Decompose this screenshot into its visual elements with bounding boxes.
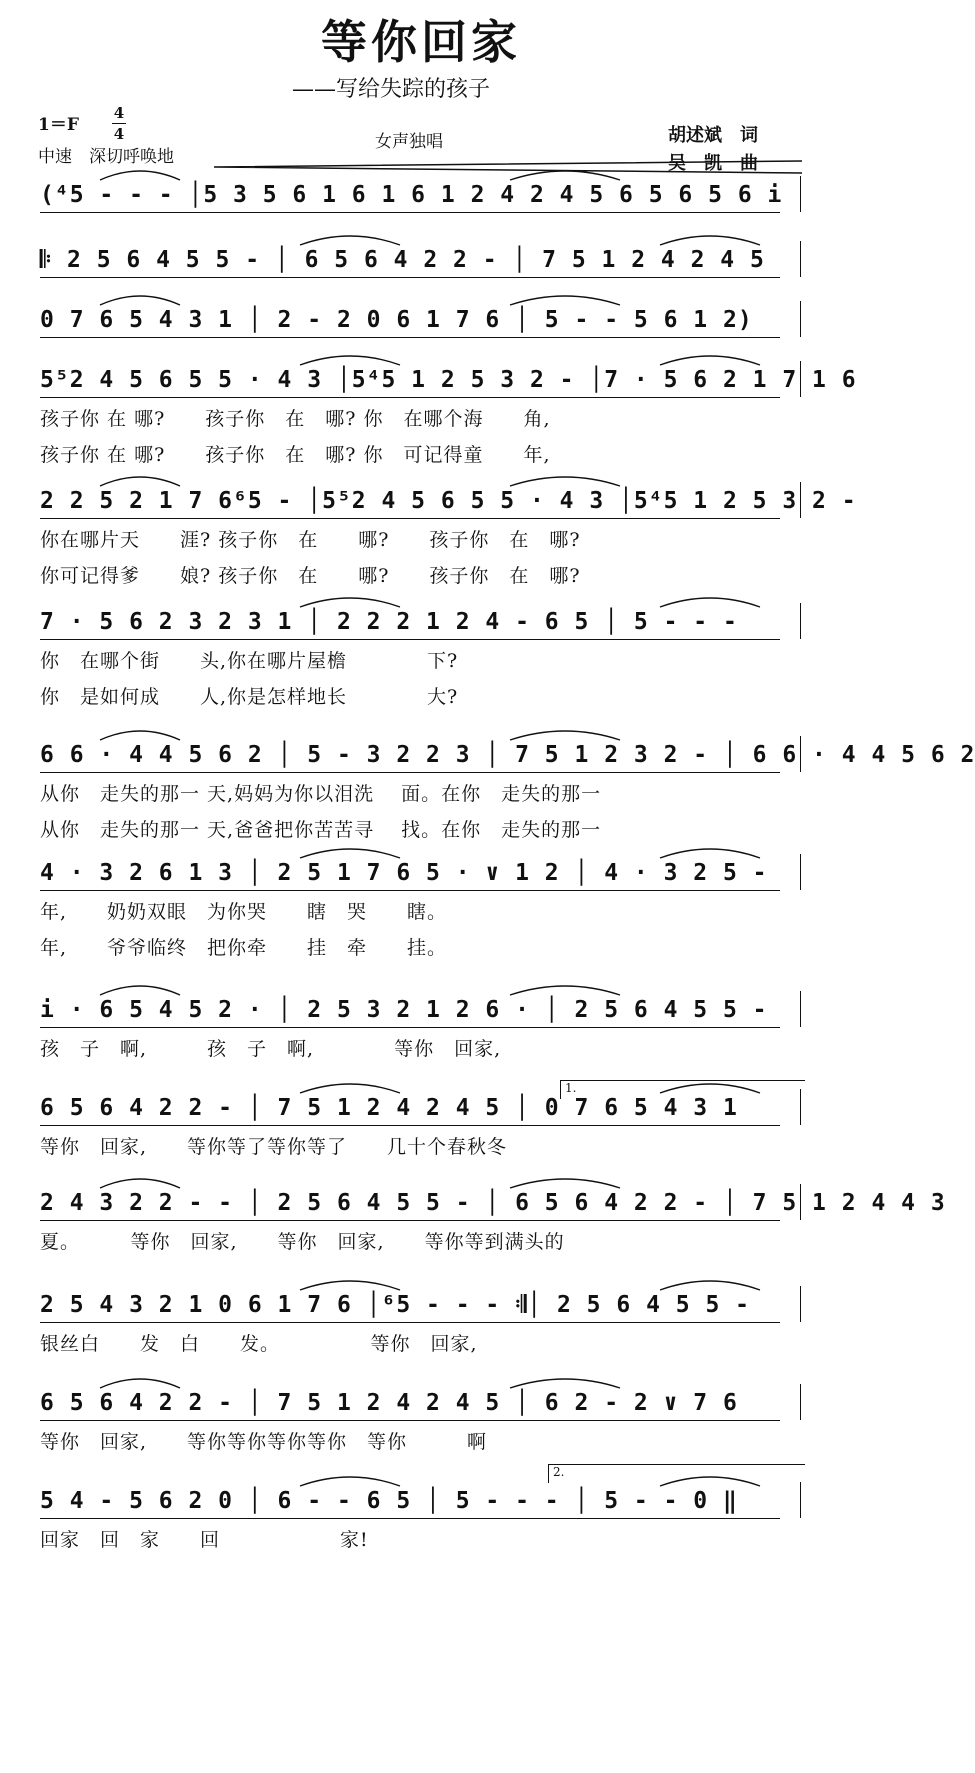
performer-label: 女声独唱 bbox=[375, 132, 443, 152]
lyric-verse-1: 银丝白 发 白 发。 等你 回家, bbox=[40, 1333, 478, 1355]
numbered-notation-line: 6 6 · 4 4 5 6 2 │ 5 - 3 2 2 3 │ 7 5 1 2 3 2 - │ 6 6 · 4 4 5 6 2 bbox=[40, 742, 975, 768]
slur-arc bbox=[100, 1379, 180, 1388]
lyric-verse-2: 从你 走失的那一 天,爸爸把你苦苦寻 找。在你 走失的那一 bbox=[40, 819, 602, 841]
slur-marks bbox=[40, 838, 802, 862]
beam-underline bbox=[40, 890, 780, 891]
slur-arc bbox=[300, 356, 400, 365]
slur-arc bbox=[300, 1281, 400, 1290]
slur-marks bbox=[40, 975, 802, 999]
beam-underline bbox=[40, 1125, 780, 1126]
slur-arc bbox=[100, 731, 180, 740]
barline bbox=[800, 482, 801, 518]
composer-credit: 吴 凯 曲 bbox=[668, 153, 758, 174]
slur-arc bbox=[510, 1379, 620, 1388]
slur-arc bbox=[100, 477, 180, 486]
barline bbox=[800, 736, 801, 772]
beam-underline bbox=[40, 639, 780, 640]
beam-underline bbox=[40, 1027, 780, 1028]
numbered-notation-line: i · 6 5 4 5 2 · │ 2 5 3 2 1 2 6 · │ 2 5 6 4 5 5 - bbox=[40, 997, 768, 1023]
lyric-verse-1: 夏。 等你 回家, 等你 回家, 等你等到满头的 bbox=[40, 1231, 565, 1253]
lyric-verse-1: 你 在哪个街 头,你在哪片屋檐 下? bbox=[40, 650, 459, 672]
first-ending-bracket: 1. bbox=[560, 1080, 805, 1099]
slur-marks bbox=[40, 466, 802, 490]
numbered-notation-line: 2 4 3 2 2 - - │ 2 5 6 4 5 5 - │ 6 5 6 4 2 2 - │ 7 5 1 2 4 4 3 bbox=[40, 1190, 946, 1216]
beam-underline bbox=[40, 277, 780, 278]
lyric-verse-1: 从你 走失的那一 天,妈妈为你以泪洗 面。在你 走失的那一 bbox=[40, 783, 602, 805]
time-signature-bar bbox=[112, 123, 126, 124]
barline bbox=[800, 361, 801, 397]
barline bbox=[800, 1384, 801, 1420]
time-signature-bottom: 4 bbox=[113, 125, 125, 143]
beam-underline bbox=[40, 1420, 780, 1421]
beam-underline bbox=[40, 212, 780, 213]
slur-arc bbox=[510, 171, 620, 180]
slur-marks bbox=[40, 345, 802, 369]
lyric-verse-1: 你在哪片天 涯? 孩子你 在 哪? 孩子你 在 哪? bbox=[40, 529, 581, 551]
lyric-verse-2: 孩子你 在 哪? 孩子你 在 哪? 你 可记得童 年, bbox=[40, 444, 551, 466]
slur-arc bbox=[100, 1179, 180, 1188]
tempo-marking: 中速 深切呼唤地 bbox=[38, 147, 174, 167]
key-signature: 1＝F bbox=[38, 115, 79, 135]
barline bbox=[800, 1482, 801, 1518]
slur-arc bbox=[510, 986, 620, 995]
song-title: 等你回家 bbox=[321, 15, 521, 69]
slur-arc bbox=[300, 236, 400, 245]
barline bbox=[800, 301, 801, 337]
lyric-verse-1: 年, 奶奶双眼 为你哭 瞎 哭 瞎。 bbox=[40, 901, 448, 923]
slur-arc bbox=[510, 731, 620, 740]
song-subtitle: ——写给失踪的孩子 bbox=[292, 77, 491, 102]
slur-arc bbox=[660, 236, 760, 245]
lyric-verse-1: 孩 子 啊, 孩 子 啊, 等你 回家, bbox=[40, 1038, 502, 1060]
numbered-notation-line: 5 4 - 5 6 2 0 │ 6 - - 6 5 │ 5 - - - │ 5 - - 0 ‖ bbox=[40, 1488, 738, 1514]
lyric-verse-2: 你可记得爹 娘? 孩子你 在 哪? 孩子你 在 哪? bbox=[40, 565, 581, 587]
beam-underline bbox=[40, 397, 780, 398]
barline bbox=[800, 854, 801, 890]
slur-arc bbox=[510, 477, 620, 486]
numbered-notation-line: 2 2 5 2 1 7 6⁶5 - │5⁵2 4 5 6 5 5 · 4 3 │5⁴5 1 2 5 3 2 - bbox=[40, 488, 857, 514]
lyric-verse-1: 等你 回家, 等你等你等你等你 等你 啊 bbox=[40, 1431, 488, 1453]
numbered-notation-line: 0 7 6 5 4 3 1 │ 2 - 2 0 6 1 7 6 │ 5 - - 5 6 1 2) bbox=[40, 307, 753, 333]
slur-arc bbox=[100, 296, 180, 305]
time-signature bbox=[112, 104, 126, 143]
slur-arc bbox=[300, 1084, 400, 1093]
barline bbox=[800, 241, 801, 277]
barline bbox=[800, 176, 801, 212]
slur-arc bbox=[300, 849, 400, 858]
lyric-verse-1: 等你 回家, 等你等了等你等了 几十个春秋冬 bbox=[40, 1136, 508, 1158]
slur-arc bbox=[510, 1179, 620, 1188]
slur-marks bbox=[40, 1168, 802, 1192]
numbered-notation-line: 2 5 4 3 2 1 0 6 1 7 6 │⁶5 - - - 𝄇│ 2 5 6 4 5 5 - bbox=[40, 1292, 750, 1318]
beam-underline bbox=[40, 1220, 780, 1221]
barline bbox=[800, 1286, 801, 1322]
barline bbox=[800, 1184, 801, 1220]
slur-marks bbox=[40, 160, 802, 184]
slur-arc bbox=[660, 598, 760, 607]
barline bbox=[800, 991, 801, 1027]
slur-marks bbox=[40, 225, 802, 249]
numbered-notation-line: 6 5 6 4 2 2 - │ 7 5 1 2 4 2 4 5 │ 6 2 - 2 ∨ 7 6 bbox=[40, 1390, 738, 1416]
beam-underline bbox=[40, 1518, 780, 1519]
slur-marks bbox=[40, 285, 802, 309]
slur-arc bbox=[660, 356, 760, 365]
slur-marks bbox=[40, 720, 802, 744]
lyricist-credit: 胡述斌 词 bbox=[668, 125, 758, 146]
numbered-notation-line: 7 · 5 6 2 3 2 3 1 │ 2 2 2 1 2 4 - 6 5 │ 5 - - - bbox=[40, 609, 738, 635]
second-ending-bracket: 2. bbox=[548, 1464, 805, 1483]
slur-arc bbox=[300, 598, 400, 607]
beam-underline bbox=[40, 337, 780, 338]
slur-arc bbox=[510, 296, 620, 305]
lyric-verse-2: 年, 爷爷临终 把你牵 挂 牵 挂。 bbox=[40, 937, 448, 959]
numbered-notation-line: 4 · 3 2 6 1 3 │ 2 5 1 7 6 5 · ∨ 1 2 │ 4 · 3 2 5 - bbox=[40, 860, 768, 886]
numbered-notation-line: 5⁵2 4 5 6 5 5 · 4 3 │5⁴5 1 2 5 3 2 - │7 · 5 6 2 1 7 1 6 bbox=[40, 367, 857, 393]
slur-marks bbox=[40, 587, 802, 611]
beam-underline bbox=[40, 1322, 780, 1323]
lyric-verse-2: 你 是如何成 人,你是怎样地长 大? bbox=[40, 686, 459, 708]
slur-arc bbox=[100, 171, 180, 180]
beam-underline bbox=[40, 772, 780, 773]
slur-arc bbox=[100, 986, 180, 995]
lyric-verse-1: 孩子你 在 哪? 孩子你 在 哪? 你 在哪个海 角, bbox=[40, 408, 551, 430]
beam-underline bbox=[40, 518, 780, 519]
barline bbox=[800, 603, 801, 639]
slur-arc bbox=[660, 849, 760, 858]
slur-marks bbox=[40, 1270, 802, 1294]
slur-marks bbox=[40, 1368, 802, 1392]
slur-arc bbox=[300, 1477, 400, 1486]
lyric-verse-1: 回家 回 家 回 家! bbox=[40, 1529, 369, 1551]
numbered-notation-line: 6 5 6 4 2 2 - │ 7 5 1 2 4 2 4 5 │ 0 7 6 5 4 3 1 bbox=[40, 1095, 738, 1121]
numbered-notation-line: 𝄆 2 5 6 4 5 5 - │ 6 5 6 4 2 2 - │ 7 5 1 2 4 2 4 5 bbox=[40, 247, 765, 273]
time-signature-top: 4 bbox=[113, 104, 125, 122]
slur-arc bbox=[660, 1281, 760, 1290]
numbered-notation-line: (⁴5 - - - │5 3 5 6 1 6 1 6 1 2 4 2 4 5 6 5 6 5 6 i bbox=[40, 182, 783, 208]
